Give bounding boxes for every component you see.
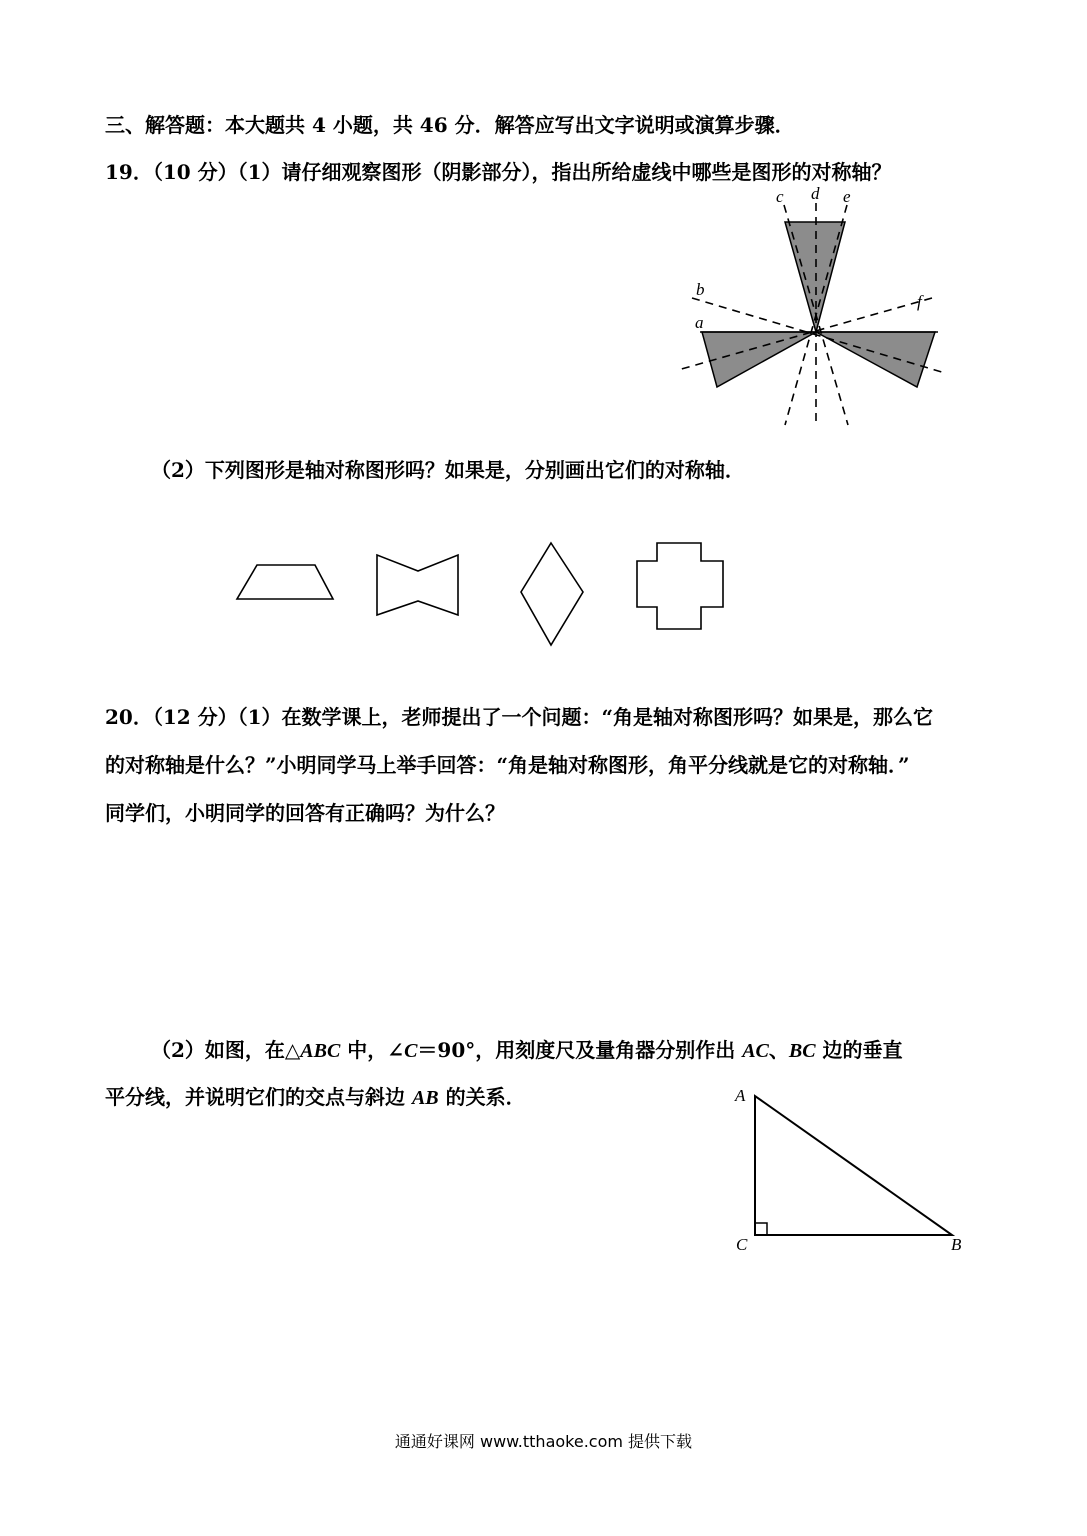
q20-line2-post: 的关系． xyxy=(438,1085,526,1109)
q19-part2: （2）下列图形是轴对称图形吗？如果是，分别画出它们的对称轴． xyxy=(151,458,745,482)
left-shaded-quad xyxy=(702,332,816,387)
right-triangle-figure xyxy=(725,1080,975,1260)
q20-abc: ABC xyxy=(300,1040,341,1062)
label-B: B xyxy=(951,1235,962,1254)
label-d: d xyxy=(811,185,820,203)
label-a: a xyxy=(695,313,704,332)
q20-part1-line1: 20．（12 分）（1）在数学课上，老师提出了一个问题：“角是轴对称图形吗？如果是，那么它 xyxy=(105,705,934,729)
q20-mid1: 中，∠ xyxy=(340,1038,405,1062)
q20-part1-line3: 同学们，小明同学的回答有正确吗？为什么？ xyxy=(105,801,505,825)
label-f: f xyxy=(917,292,922,311)
label-c: c xyxy=(776,187,784,206)
trapezoid-shape xyxy=(237,565,333,599)
right-shaded-quad xyxy=(816,332,935,387)
q20-bc: BC xyxy=(788,1040,816,1062)
q20-mid3: 、 xyxy=(768,1038,789,1062)
cross-shape xyxy=(637,543,723,629)
kite-shape xyxy=(521,543,583,645)
four-shapes-figure xyxy=(225,535,735,655)
q20-line2-pre: 平分线，并说明它们的交点与斜边 xyxy=(105,1085,412,1109)
q20-part1-line2: 的对称轴是什么？”小明同学马上举手回答：“角是轴对称图形，角平分线就是它的对称轴．” xyxy=(105,753,910,777)
q20-mid2: ＝90°，用刻度尺及量角器分别作出 xyxy=(417,1038,743,1062)
label-A: A xyxy=(735,1086,746,1105)
q20-c: C xyxy=(404,1040,418,1062)
label-e: e xyxy=(843,187,851,206)
label-C: C xyxy=(736,1235,748,1254)
q20-ab: AB xyxy=(411,1087,439,1109)
right-angle-mark xyxy=(755,1223,767,1235)
label-b: b xyxy=(696,280,705,299)
symmetry-axes-figure xyxy=(670,185,960,430)
q20-part2-line2 xyxy=(105,1083,526,1112)
q20-ac: AC xyxy=(742,1040,769,1062)
section-title: 三、解答题：本大题共 4 小题，共 46 分．解答应写出文字说明或演算步骤． xyxy=(105,113,795,137)
q20-mid4: 边的垂直 xyxy=(815,1038,903,1062)
q20-part2-pre: （2）如图，在△ xyxy=(151,1038,301,1062)
q20-part2-line1 xyxy=(151,1036,903,1065)
q19-part1: 19．（10 分）（1）请仔细观察图形（阴影部分），指出所给虚线中哪些是图形的对称轴？ xyxy=(105,160,892,184)
footer-text: 通通好课网 www.tthaoke.com 提供下载 xyxy=(394,1432,693,1451)
bowtie-shape xyxy=(377,555,458,615)
triangle-abc xyxy=(755,1096,952,1235)
